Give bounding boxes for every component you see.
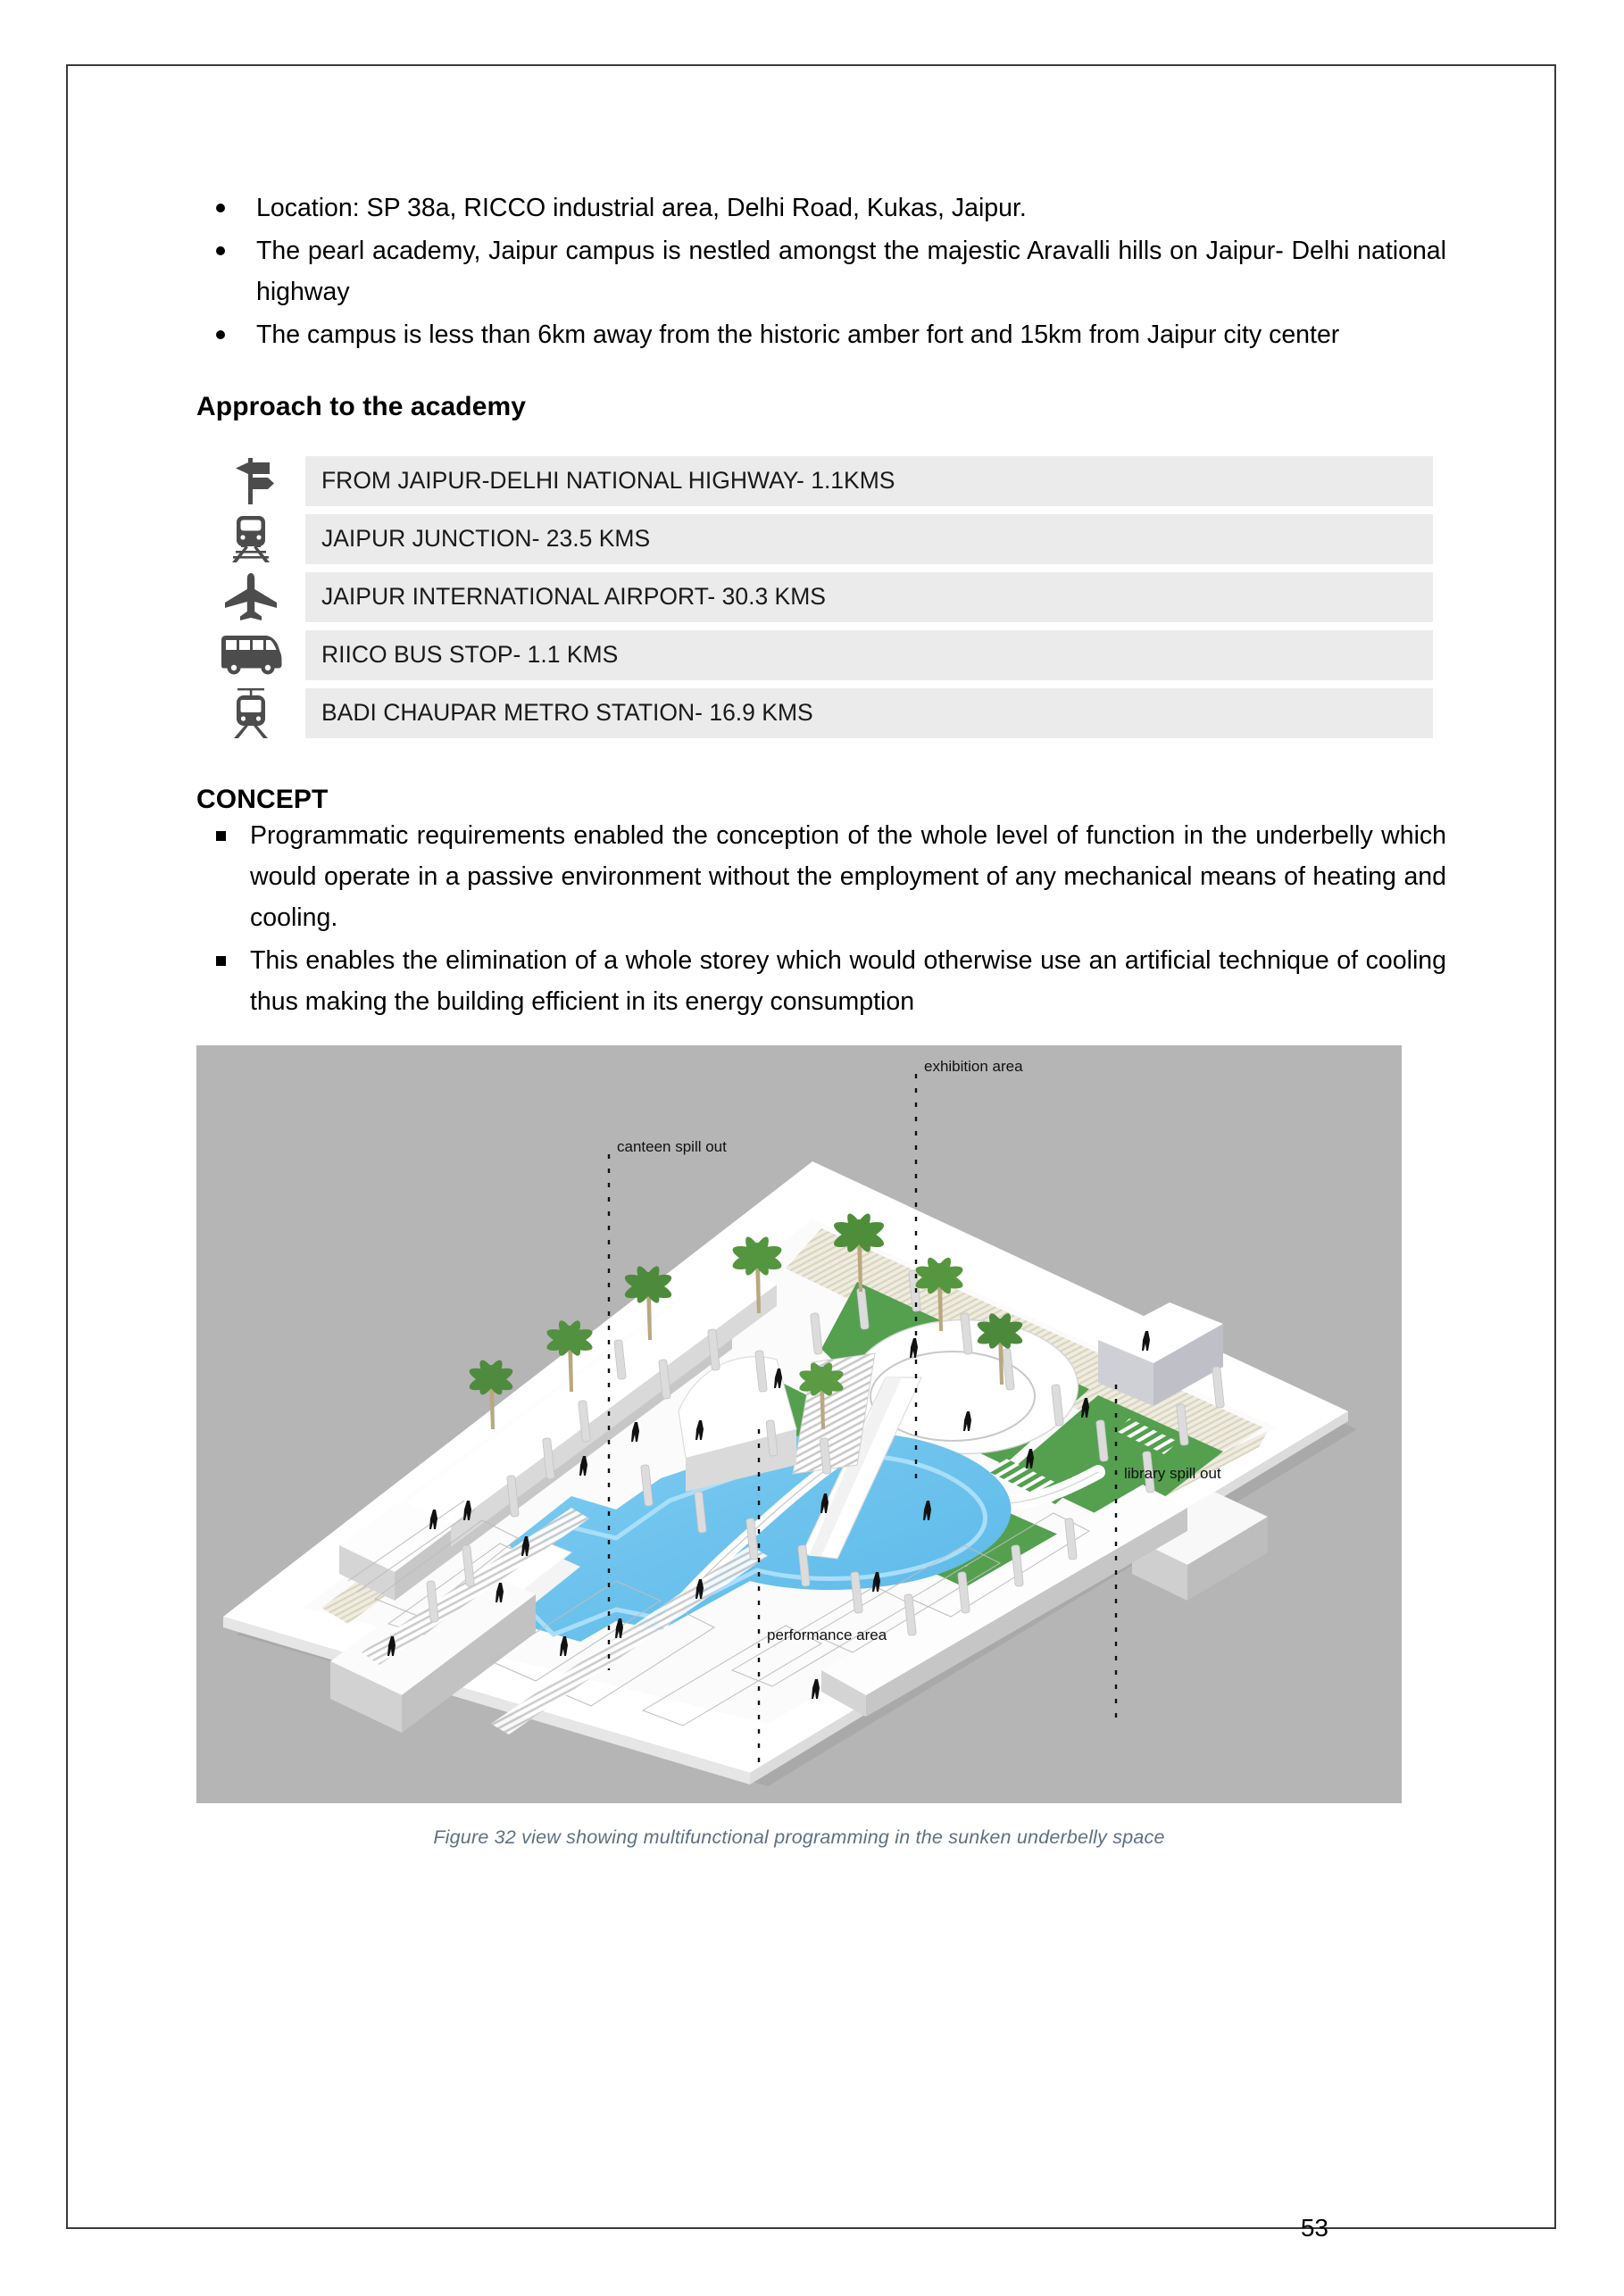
list-item (196, 314, 1446, 355)
list-item (196, 230, 1446, 312)
train-icon (196, 515, 305, 563)
table-row (196, 514, 1433, 564)
approach-table (196, 456, 1433, 738)
figure-caption: Figure 32 view showing multifunctional programming in the sunken underbelly space (433, 1826, 1165, 1849)
table-row (196, 456, 1433, 506)
bus-icon (196, 635, 305, 676)
approach-row-label: FROM JAIPUR-DELHI NATIONAL HIGHWAY- 1.1KMS (305, 456, 1433, 506)
intro-bullet-list (196, 187, 1446, 356)
tram-icon (196, 687, 305, 739)
annotation-performance-area: performance area (767, 1626, 887, 1644)
intro-bullet-text: The campus is less than 6km away from the historic amber fort and 15km from Jaipur city center (256, 320, 1340, 350)
intro-bullet-text: Location: SP 38a, RICCO industrial area, Delhi Road, Kukas, Jaipur. (256, 194, 1027, 222)
concept-bullet-text: This enables the elimination of a whole storey which would otherwise use an artificial technique of cooling thus making the building efficient in its energy consumption (250, 946, 1446, 1017)
table-row (196, 572, 1433, 622)
approach-row-label: RIICO BUS STOP- 1.1 KMS (305, 630, 1433, 680)
annotation-exhibition-area: exhibition area (924, 1058, 1023, 1076)
intro-bullet-text: The pearl academy, Jaipur campus is nestled amongst the majestic Aravalli hills on Jaipur- Delhi national highway (256, 237, 1446, 307)
approach-row-label: JAIPUR INTERNATIONAL AIRPORT- 30.3 KMS (305, 572, 1433, 622)
architectural-render-image (196, 1045, 1402, 1803)
annotation-canteen-spill-out: canteen spill out (617, 1138, 727, 1156)
approach-heading: Approach to the academy (196, 391, 527, 421)
approach-row-label: BADI CHAUPAR METRO STATION- 16.9 KMS (305, 688, 1433, 738)
list-item (196, 940, 1446, 1022)
airplane-icon (196, 573, 305, 621)
list-item (196, 815, 1446, 938)
signpost-icon (196, 456, 305, 506)
table-row (196, 688, 1433, 738)
list-item (196, 187, 1446, 229)
concept-bullet-text: Programmatic requirements enabled the conception of the whole level of function in the underbelly which would operate in a passive environment without the employment of any mechanical means of heating and cooling. (250, 820, 1446, 932)
figure-block (196, 1045, 1433, 1849)
approach-row-label: JAIPUR JUNCTION- 23.5 KMS (305, 514, 1433, 564)
annotation-library-spill-out: library spill out (1124, 1465, 1221, 1483)
page-content (196, 187, 1446, 2242)
table-row (196, 630, 1433, 680)
concept-bullet-list (196, 815, 1446, 1023)
concept-heading: CONCEPT (196, 784, 329, 814)
page-number: 53 (1300, 2214, 1328, 2242)
